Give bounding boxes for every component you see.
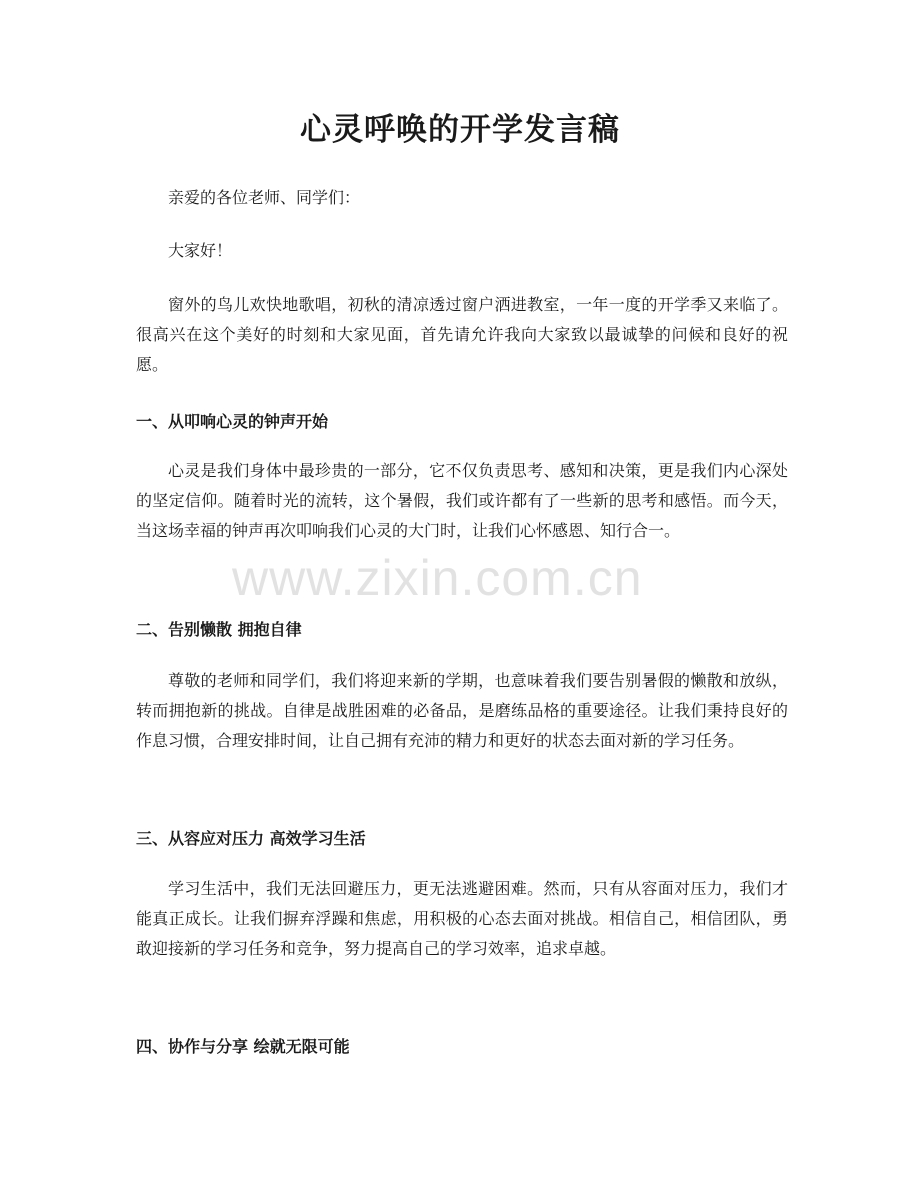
section-3-heading: 三、从容应对压力 高效学习生活: [136, 829, 366, 848]
section-3-body: 学习生活中，我们无法回避压力，更无法逃避困难。然而，只有从容面对压力，我们才能真正成长。让我们摒弃浮躁和焦虑，用积极的心态去面对挑战。相信自己，相信团队，勇敢迎接新的学习任务和竞争，努力提高自己的学习效率，追求卓越。: [136, 879, 788, 958]
greeting-paragraph: 亲爱的各位老师、同学们：: [168, 188, 361, 207]
section-1-body: 心灵是我们身体中最珍贵的一部分，它不仅负责思考、感知和决策，更是我们内心深处的坚定信仰。随着时光的流转，这个暑假，我们或许都有了一些新的思考和感悟。而今天，当这场幸福的钟声再次叩响我们心灵的大门时，让我们心怀感恩、知行合一。: [136, 461, 788, 540]
watermark-text: www.zixin.com.cn: [232, 550, 643, 606]
section-1-heading: 一、从叩响心灵的钟声开始: [136, 412, 329, 431]
section-2-heading: 二、告别懒散 拥抱自律: [136, 620, 302, 639]
hello-paragraph: 大家好！: [168, 241, 233, 260]
section-2-body: 尊敬的老师和同学们，我们将迎来新的学期，也意味着我们要告别暑假的懒散和放纵，转而拥抱新的挑战。自律是战胜困难的必备品，是磨练品格的重要途径。让我们秉持良好的作息习惯，合理安排时间，让自己拥有充沛的精力和更好的状态去面对新的学习任务。: [136, 671, 788, 750]
document-title: 心灵呼唤的开学发言稿: [300, 112, 620, 148]
intro-paragraph: 窗外的鸟儿欢快地歌唱，初秋的清凉透过窗户洒进教室，一年一度的开学季又来临了。很高兴在这个美好的时刻和大家见面，首先请允许我向大家致以最诚挚的问候和良好的祝愿。: [136, 295, 788, 374]
section-4-heading: 四、协作与分享 绘就无限可能: [136, 1037, 350, 1056]
